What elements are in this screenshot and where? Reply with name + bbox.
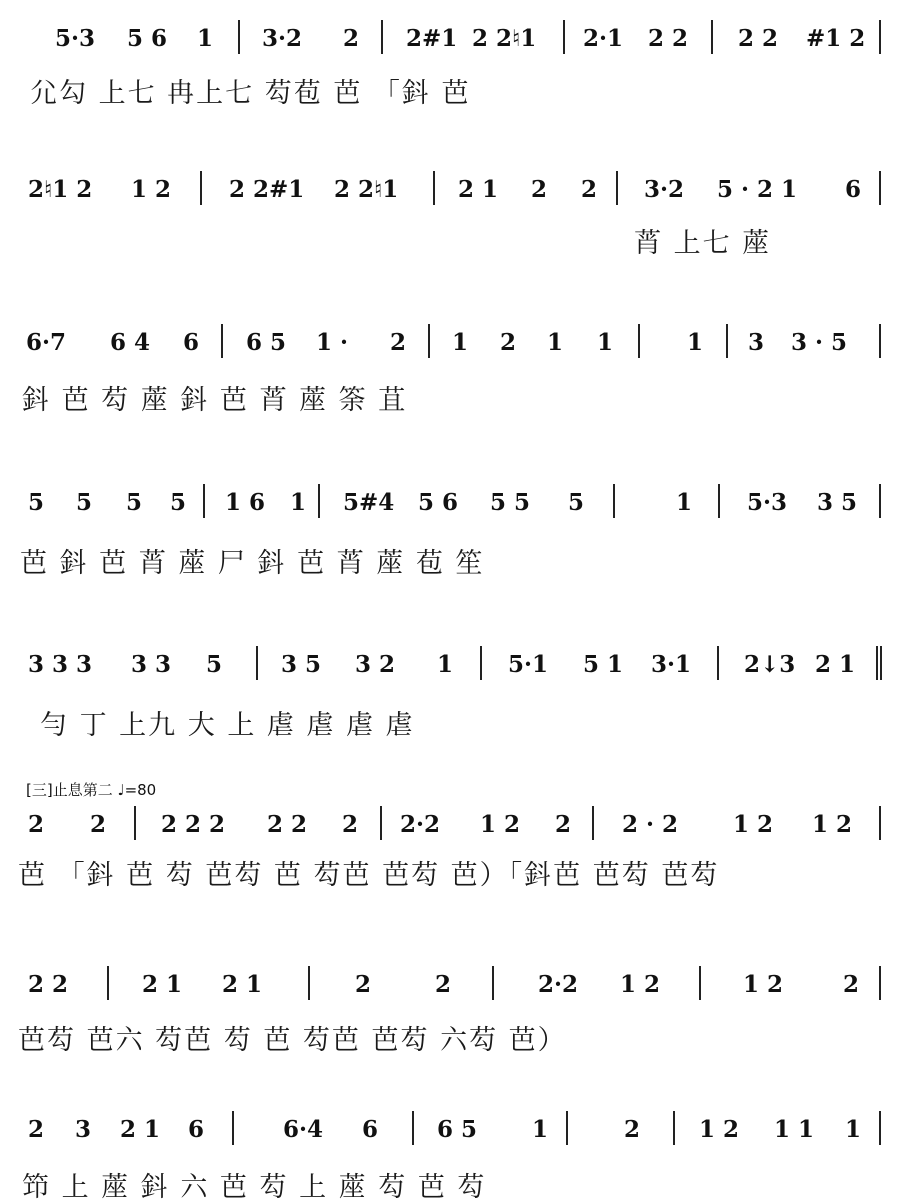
barline <box>566 1111 568 1145</box>
notation-token: 3 <box>748 329 765 356</box>
notation-token: 5 1 <box>583 651 624 678</box>
notation-token: 1 2 <box>131 176 172 203</box>
notation-token: 2 <box>342 811 359 838</box>
notation-token: 1 2 <box>733 811 774 838</box>
notation-token: 2 2♮1 <box>334 176 399 203</box>
notation-token: 5 <box>170 489 187 516</box>
jianzi-tablature: 芭芶 芭六 芶芭 芶 芭 芶芭 芭芶 六芶 芭） <box>18 1025 567 1056</box>
notation-token: 1 <box>290 489 307 516</box>
notation-token: 5 <box>126 489 143 516</box>
barline <box>480 646 482 680</box>
notation-token: 1 2 <box>480 811 521 838</box>
notation-token: 1 <box>547 329 564 356</box>
notation-token: 6 <box>183 329 200 356</box>
notation-token: 1 <box>452 329 469 356</box>
notation-token: 5·3 <box>55 25 96 52</box>
jianzi-tablature: 鈄 芭 芶 蓙 鈄 芭 莦 蓙 筡 苴 <box>22 385 408 416</box>
notation-token: 5·3 <box>747 489 788 516</box>
notation-token: 1 <box>597 329 614 356</box>
notation-token: 5#4 <box>343 489 395 516</box>
notation-token: 3 2 <box>355 651 396 678</box>
barline <box>699 966 701 1000</box>
barline <box>616 171 618 205</box>
barline <box>879 171 881 205</box>
barline <box>879 806 881 840</box>
jianzi-tablature: 芭 「鈄 芭 芶 芭芶 芭 芶芭 芭芶 芭）「鈄芭 芭芶 芭芶 <box>18 860 720 891</box>
barline <box>717 646 719 680</box>
notation-token: 2·1 <box>583 25 624 52</box>
barline <box>880 646 882 680</box>
notation-token: 2 1 <box>222 971 263 998</box>
barline <box>107 966 109 1000</box>
notation-token: 3·1 <box>651 651 692 678</box>
notation-token: 3·2 <box>262 25 303 52</box>
barline <box>232 1111 234 1145</box>
notation-token: 2 1 <box>142 971 183 998</box>
notation-token: 2 <box>355 971 372 998</box>
notation-token: 5 <box>568 489 585 516</box>
barline <box>879 20 881 54</box>
barline <box>221 324 223 358</box>
notation-token: 2 <box>531 176 548 203</box>
barline <box>879 1111 881 1145</box>
notation-token: 2 1 <box>458 176 499 203</box>
notation-token: 6 5 <box>246 329 287 356</box>
notation-token: 2 2♮1 <box>472 25 537 52</box>
notation-token: 1 <box>437 651 454 678</box>
jianzi-tablature: 莦 上七 蓙 <box>634 228 772 259</box>
notation-token: 2 · 2 <box>622 811 679 838</box>
notation-token: 2 <box>28 1116 45 1143</box>
barline <box>613 484 615 518</box>
barline <box>433 171 435 205</box>
notation-token: 2 2 <box>738 25 779 52</box>
notation-token: 2 2 <box>267 811 308 838</box>
notation-token: 2·2 <box>400 811 441 838</box>
notation-token: 5 <box>206 651 223 678</box>
barline <box>876 646 878 680</box>
notation-token: 1 2 <box>812 811 853 838</box>
notation-token: 1 <box>687 329 704 356</box>
notation-token: 1 <box>197 25 214 52</box>
barline <box>381 20 383 54</box>
jianzi-tablature: 芭 鈄 芭 莦 蓙 尸 鈄 芭 莦 蓙 苞 笙 <box>20 548 485 579</box>
notation-token: 6 <box>362 1116 379 1143</box>
notation-token: 2 <box>90 811 107 838</box>
barline <box>200 171 202 205</box>
notation-token: 2 2 <box>648 25 689 52</box>
notation-token: 3 <box>75 1116 92 1143</box>
notation-token: 3 3 <box>131 651 172 678</box>
notation-token: 6 5 <box>437 1116 478 1143</box>
barline <box>592 806 594 840</box>
notation-token: 2 2 <box>28 971 69 998</box>
notation-token: 2 2#1 <box>229 176 305 203</box>
notation-token: 6·7 <box>26 329 67 356</box>
notation-token: 3 3 3 <box>28 651 93 678</box>
notation-token: 1 <box>676 489 693 516</box>
notation-token: 1 6 <box>225 489 266 516</box>
barline <box>638 324 640 358</box>
notation-token: 1 2 <box>743 971 784 998</box>
tempo-marking: ♩=80 <box>117 781 157 799</box>
notation-token: 2 <box>624 1116 641 1143</box>
notation-token: 5 · 2 1 <box>717 176 798 203</box>
barline <box>879 966 881 1000</box>
notation-token: #1 2 <box>806 25 866 52</box>
notation-token: 5 5 <box>490 489 531 516</box>
notation-token: 1 2 <box>620 971 661 998</box>
jianzi-tablature: 勻 丁 上九 大 上 虐 虐 虐 虐 <box>40 710 415 741</box>
notation-token: 1 1 <box>774 1116 815 1143</box>
barline <box>318 484 320 518</box>
barline <box>134 806 136 840</box>
notation-token: 2 2 2 <box>161 811 226 838</box>
notation-token: 2♮1 2 <box>28 176 93 203</box>
notation-token: 1 <box>845 1116 862 1143</box>
barline <box>563 20 565 54</box>
notation-token: 1 · <box>316 329 349 356</box>
notation-token: 5 6 <box>418 489 459 516</box>
notation-token: 2 1 <box>120 1116 161 1143</box>
notation-token: 6 <box>188 1116 205 1143</box>
barline <box>492 966 494 1000</box>
notation-token: 3·2 <box>644 176 685 203</box>
notation-token: 2 <box>581 176 598 203</box>
notation-token: 1 <box>532 1116 549 1143</box>
notation-token: 2 <box>500 329 517 356</box>
notation-token: 2 1 <box>815 651 856 678</box>
notation-token: 2#1 <box>406 25 458 52</box>
barline <box>203 484 205 518</box>
barline <box>673 1111 675 1145</box>
notation-token: 1 2 <box>699 1116 740 1143</box>
barline <box>412 1111 414 1145</box>
barline <box>879 324 881 358</box>
notation-token: 2·2 <box>538 971 579 998</box>
barline <box>238 20 240 54</box>
notation-token: 5 6 <box>127 25 168 52</box>
notation-token: 2 <box>843 971 860 998</box>
jianzi-tablature: 笻 上 蓙 鈄 六 芭 芶 上 蓙 芶 芭 芶 <box>22 1172 487 1203</box>
barline <box>879 484 881 518</box>
notation-token: 2 <box>28 811 45 838</box>
notation-token: 6 4 <box>110 329 151 356</box>
notation-token: 3 · 5 <box>791 329 848 356</box>
notation-token: 2 <box>555 811 572 838</box>
notation-token: 3 5 <box>281 651 322 678</box>
barline <box>718 484 720 518</box>
notation-token: 5·1 <box>508 651 549 678</box>
notation-token: 2↓3 <box>744 651 796 678</box>
notation-token: 6 <box>845 176 862 203</box>
notation-token: 6·4 <box>283 1116 324 1143</box>
section-heading <box>26 779 156 800</box>
notation-token: 2 <box>435 971 452 998</box>
notation-token: 2 <box>390 329 407 356</box>
notation-token: 2 <box>343 25 360 52</box>
barline <box>428 324 430 358</box>
barline <box>726 324 728 358</box>
notation-token: 3 5 <box>817 489 858 516</box>
notation-token: 5 <box>28 489 45 516</box>
barline <box>711 20 713 54</box>
barline <box>380 806 382 840</box>
jianzi-tablature: 尣勾 上七 冉上七 芶苞 芭 「鈄 芭 <box>30 78 471 109</box>
notation-token: 5 <box>76 489 93 516</box>
section-title: [三]止息第二 <box>26 781 113 799</box>
barline <box>256 646 258 680</box>
barline <box>308 966 310 1000</box>
